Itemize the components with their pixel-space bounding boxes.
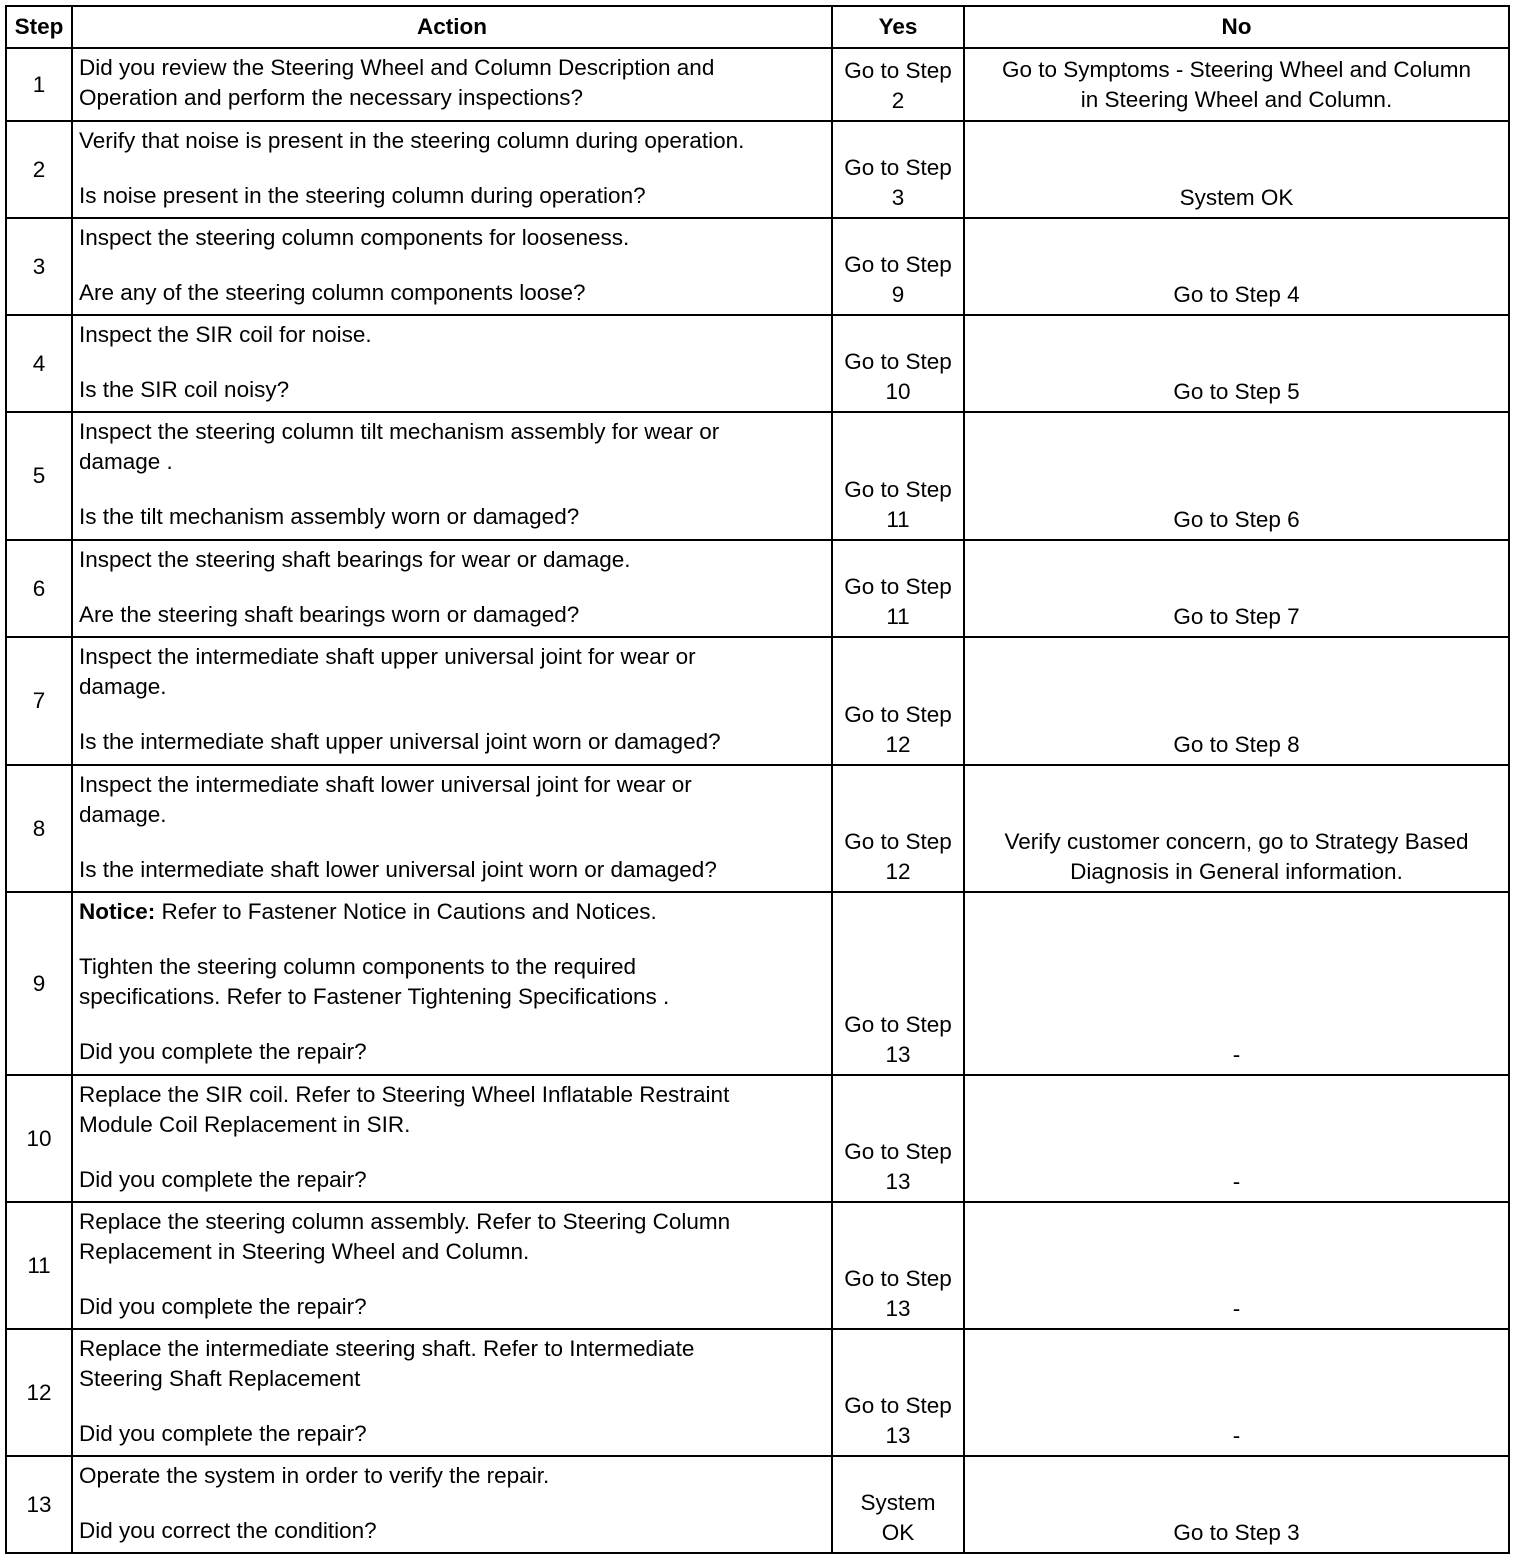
no-line: Go to Step 3 — [1173, 1520, 1300, 1545]
yes-cell — [832, 1329, 964, 1456]
table-row — [6, 1456, 1509, 1553]
table-row — [6, 765, 1509, 892]
yes-line: 10 — [885, 379, 911, 404]
action-line: Inspect the intermediate shaft lower universal joint for wear or — [79, 772, 692, 797]
yes-line: 13 — [885, 1042, 911, 1067]
table-row — [6, 1075, 1509, 1202]
step-number: 13 — [6, 1456, 72, 1553]
yes-line: 13 — [885, 1423, 911, 1448]
table-row — [6, 637, 1509, 765]
yes-line: Go to Step — [844, 829, 952, 854]
yes-line: Go to Step — [844, 1393, 952, 1418]
yes-line: 3 — [891, 185, 905, 210]
yes-line: Go to Step — [844, 1266, 952, 1291]
no-line: in Steering Wheel and Column. — [1080, 86, 1393, 112]
yes-cell — [832, 1075, 964, 1202]
table-row — [6, 540, 1509, 637]
no-cell — [964, 1075, 1509, 1202]
action-line: damage . — [79, 449, 173, 474]
action-line: Did you review the Steering Wheel and Column Description and — [79, 55, 715, 80]
action-line: Tighten the steering column components to the required — [79, 954, 636, 979]
no-line: - — [1232, 1296, 1241, 1321]
yes-line: 13 — [885, 1296, 911, 1321]
no-line: - — [1232, 1423, 1241, 1448]
notice-line — [79, 897, 825, 927]
yes-line: 9 — [891, 282, 905, 307]
no-cell — [964, 1329, 1509, 1456]
no-cell — [964, 48, 1509, 121]
action-question: Did you complete the repair? — [79, 1039, 367, 1064]
step-number: 6 — [6, 540, 72, 637]
no-cell — [964, 892, 1509, 1075]
step-number: 4 — [6, 315, 72, 412]
no-cell — [964, 218, 1509, 315]
table-row — [6, 412, 1509, 540]
yes-cell — [832, 892, 964, 1075]
yes-cell — [832, 412, 964, 540]
yes-line: 13 — [885, 1169, 911, 1194]
yes-line: Go to Step — [844, 58, 952, 83]
yes-line: 11 — [886, 604, 910, 629]
no-line: Verify customer concern, go to Strategy Based — [1004, 829, 1469, 854]
no-cell — [964, 412, 1509, 540]
action-question: Is the intermediate shaft lower universal joint worn or damaged? — [79, 857, 717, 882]
header-row — [6, 6, 1509, 48]
header-no: No — [964, 6, 1509, 48]
no-line: Go to Step 4 — [1173, 282, 1300, 307]
action-line: specifications. Refer to Fastener Tightening Specifications . — [79, 984, 670, 1009]
yes-line: Go to Step — [844, 574, 952, 599]
action-question: Are any of the steering column components loose? — [79, 280, 586, 305]
action-line: damage. — [79, 674, 167, 699]
action-line: damage. — [79, 802, 167, 827]
step-number: 8 — [6, 765, 72, 892]
no-cell — [964, 1202, 1509, 1329]
yes-cell — [832, 540, 964, 637]
yes-line: 11 — [886, 507, 910, 532]
action-line: Operate the system in order to verify the repair. — [79, 1463, 550, 1488]
action-cell — [72, 892, 832, 1075]
action-line: Steering Shaft Replacement — [79, 1366, 361, 1391]
step-number: 7 — [6, 637, 72, 765]
action-line: Verify that noise is present in the steering column during operation. — [79, 128, 745, 153]
action-line: Inspect the steering column tilt mechanism assembly for wear or — [79, 419, 720, 444]
yes-cell — [832, 48, 964, 121]
action-cell — [72, 1456, 832, 1553]
step-number: 2 — [6, 121, 72, 218]
action-cell — [72, 121, 832, 218]
yes-line: Go to Step — [844, 155, 952, 180]
action-question: Did you complete the repair? — [79, 1421, 367, 1446]
table-row — [6, 218, 1509, 315]
action-question: Did you complete the repair? — [79, 1167, 367, 1192]
action-question: Did you correct the condition? — [79, 1518, 377, 1543]
action-question: Is noise present in the steering column during operation? — [79, 183, 646, 208]
action-line: Inspect the steering shaft bearings for wear or damage. — [79, 547, 631, 572]
no-line: Go to Symptoms - Steering Wheel and Column — [1002, 56, 1471, 82]
yes-line: System — [860, 1490, 936, 1515]
yes-line: Go to Step — [844, 702, 952, 727]
yes-line: Go to Step — [844, 1139, 952, 1164]
table-row — [6, 121, 1509, 218]
table-body — [6, 48, 1509, 1553]
no-cell — [964, 315, 1509, 412]
yes-line: Go to Step — [844, 252, 952, 277]
action-cell — [72, 315, 832, 412]
action-cell — [72, 48, 832, 121]
yes-line: 12 — [885, 732, 911, 757]
no-line: - — [1232, 1169, 1241, 1194]
yes-line: Go to Step — [844, 349, 952, 374]
action-cell — [72, 540, 832, 637]
action-question: Is the tilt mechanism assembly worn or damaged? — [79, 504, 580, 529]
action-question: Did you complete the repair? — [79, 1294, 367, 1319]
action-cell — [72, 412, 832, 540]
action-cell — [72, 218, 832, 315]
action-cell — [72, 765, 832, 892]
action-line: Operation and perform the necessary inspections? — [79, 85, 584, 110]
action-cell — [72, 1202, 832, 1329]
table-header — [6, 6, 1509, 48]
yes-cell — [832, 121, 964, 218]
yes-line: 12 — [885, 859, 911, 884]
no-line: Diagnosis in General information. — [1070, 859, 1403, 884]
step-number: 10 — [6, 1075, 72, 1202]
step-number: 12 — [6, 1329, 72, 1456]
action-line: Inspect the SIR coil for noise. — [79, 322, 372, 347]
step-number: 11 — [6, 1202, 72, 1329]
no-line: Go to Step 8 — [1173, 732, 1300, 757]
no-cell — [964, 540, 1509, 637]
yes-cell — [832, 1456, 964, 1553]
action-question: Is the SIR coil noisy? — [79, 377, 290, 402]
action-line: Inspect the intermediate shaft upper universal joint for wear or — [79, 644, 696, 669]
yes-cell — [832, 218, 964, 315]
step-number: 9 — [6, 892, 72, 1075]
table-row — [6, 48, 1509, 121]
action-cell — [72, 1075, 832, 1202]
action-line: Replace the intermediate steering shaft. Refer to Intermediate — [79, 1336, 695, 1361]
action-line: Replace the steering column assembly. Refer to Steering Column — [79, 1209, 731, 1234]
no-line: Go to Step 7 — [1173, 604, 1300, 629]
action-line: Replace the SIR coil. Refer to Steering Wheel Inflatable Restraint — [79, 1082, 730, 1107]
no-cell — [964, 1456, 1509, 1553]
notice-label: Notice: — [79, 899, 156, 924]
table-row — [6, 892, 1509, 1075]
no-line: System OK — [1179, 185, 1294, 210]
header-yes: Yes — [832, 6, 964, 48]
step-number: 5 — [6, 412, 72, 540]
header-action: Action — [72, 6, 832, 48]
action-cell — [72, 637, 832, 765]
yes-cell — [832, 637, 964, 765]
yes-cell — [832, 1202, 964, 1329]
no-cell — [964, 765, 1509, 892]
table-row — [6, 1329, 1509, 1456]
action-question: Are the steering shaft bearings worn or damaged? — [79, 602, 580, 627]
no-cell — [964, 637, 1509, 765]
action-question: Is the intermediate shaft upper universal joint worn or damaged? — [79, 729, 721, 754]
header-step: Step — [6, 6, 72, 48]
yes-line: 2 — [891, 88, 905, 113]
action-cell — [72, 1329, 832, 1456]
table-row — [6, 315, 1509, 412]
yes-cell — [832, 765, 964, 892]
notice-text: Refer to Fastener Notice in Cautions and Notices. — [155, 899, 657, 924]
step-number: 1 — [6, 48, 72, 121]
yes-line: Go to Step — [844, 477, 952, 502]
action-line: Module Coil Replacement in SIR. — [79, 1112, 411, 1137]
action-line: Inspect the steering column components for looseness. — [79, 225, 630, 250]
table-row — [6, 1202, 1509, 1329]
no-line: Go to Step 6 — [1173, 507, 1300, 532]
no-line: - — [1232, 1042, 1241, 1067]
yes-cell — [832, 315, 964, 412]
step-number: 3 — [6, 218, 72, 315]
no-line: Go to Step 5 — [1173, 379, 1300, 404]
diagnostic-table — [5, 5, 1510, 1554]
no-cell — [964, 121, 1509, 218]
action-line: Replacement in Steering Wheel and Column. — [79, 1239, 530, 1264]
yes-line: OK — [881, 1520, 915, 1545]
yes-line: Go to Step — [844, 1012, 952, 1037]
